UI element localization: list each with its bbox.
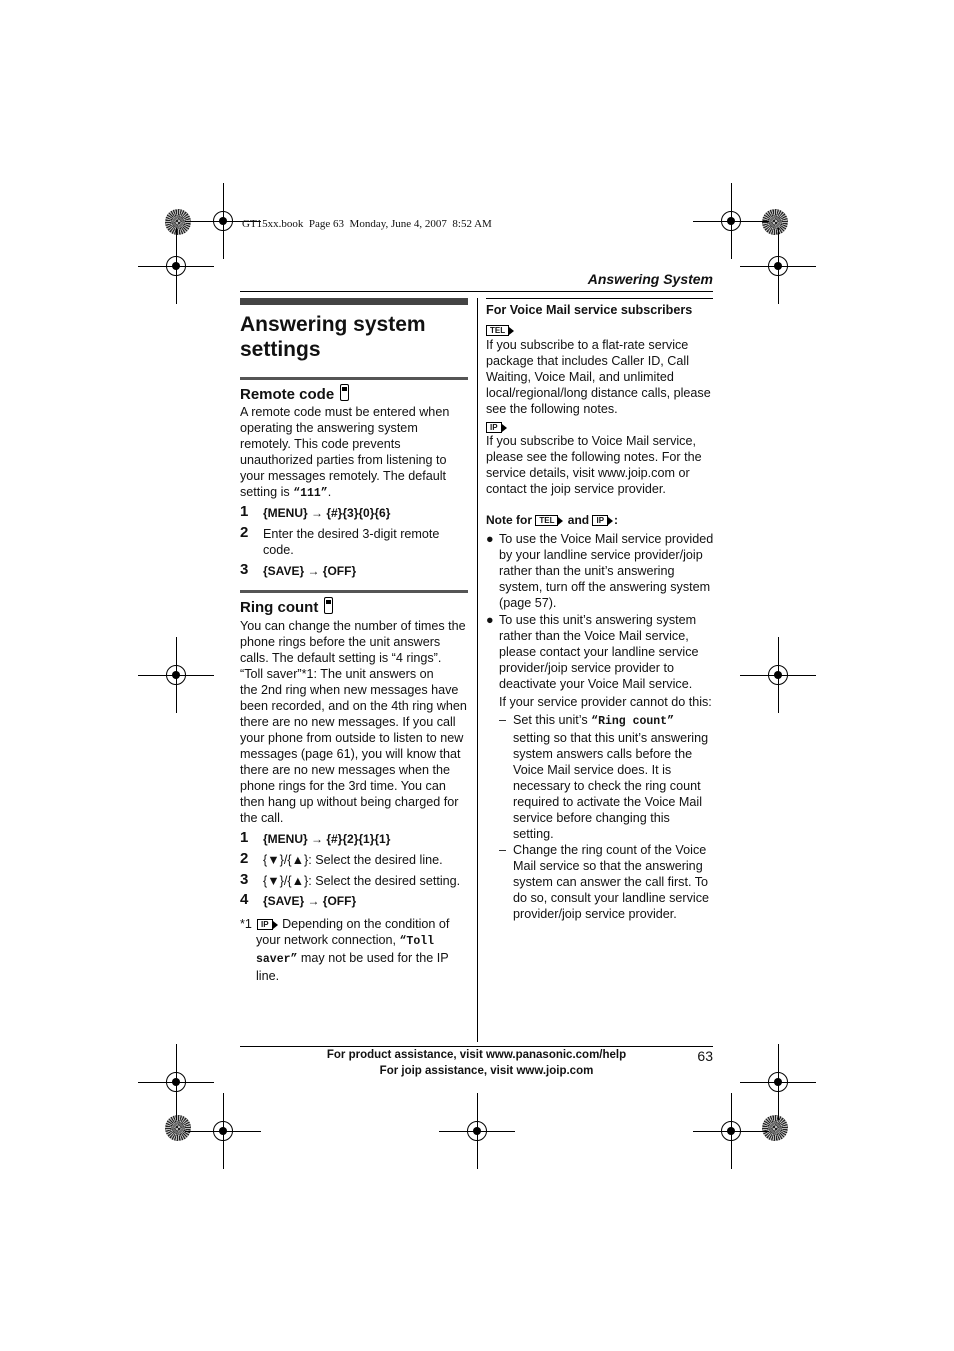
- footer-line-2: For joip assistance, visit www.joip.com: [379, 1065, 594, 1077]
- ring-count-paragraph: You can change the number of times the phone rings before the unit answers calls. The default setting is “4 rings”. “Toll saver”*1: The unit answers on the 2nd ring when new messages have been recorded, and on the 4th ring when there are no new messages. If you call your phone from outside to listen to new messages (page 61), you will know that there are no new messages when the phone rings for the 3rd time. You can then hang up without being charged for the call.: [240, 619, 467, 825]
- registration-star-mark-top-right: [762, 209, 788, 235]
- footer-rule: [240, 1046, 713, 1047]
- page-number: 63: [697, 1048, 713, 1064]
- registration-star-mark-bottom-right: [762, 1115, 788, 1141]
- note-bullet-2: ● To use this unit’s answering system rather than the Voice Mail service, please contact your landline service provider/joip service provider to deactivate your Voice Mail service.: [486, 613, 699, 691]
- note-bullet-1: ● To use the Voice Mail service provided by your landline service provider/joip rather than the unit’s answering system, turn off the answering system (page 57).: [486, 532, 714, 610]
- ip-badge: IP: [592, 515, 608, 526]
- ring-count-heading: Ring count: [240, 597, 333, 616]
- dash-item-2: – Change the ring count of the Voice Mail service so that the answering system can answer the call first. To do so, consult your landline service provider/joip service provider.: [499, 843, 710, 921]
- ip-badge: IP: [257, 919, 273, 930]
- tel-badge: TEL: [486, 325, 509, 336]
- column-divider: [477, 298, 478, 1042]
- page-title: Answering system settings: [240, 313, 426, 361]
- ip-badge: IP: [486, 422, 502, 433]
- ip-paragraph: If you subscribe to Voice Mail service, please see the following notes. For the service details, visit www.joip.com or contact the joip service provider.: [486, 434, 702, 496]
- print-header: GT15xx.book Page 63 Monday, June 4, 2007 8:52 AM: [242, 218, 492, 230]
- title-bar: [240, 298, 468, 305]
- tel-badge: TEL: [535, 515, 558, 526]
- remote-code-paragraph: A remote code must be entered when operating the answering system remotely. This code prevents unauthorized parties from listening to your messages remotely. The default setting is “111”.: [240, 405, 450, 500]
- running-head: Answering System: [587, 271, 713, 287]
- header-rule: [240, 291, 713, 292]
- section-rule: [240, 377, 468, 380]
- registration-star-mark-top-left: [165, 209, 191, 235]
- handset-icon: [340, 384, 349, 401]
- tel-paragraph: If you subscribe to a flat-rate service package that includes Caller ID, Call Waiting, Voice Mail, and unlimited local/regional/long distance calls, please see the following notes.: [486, 338, 711, 416]
- dash-item-1: – Set this unit’s “Ring count” setting so that this unit’s answering system answers calls before the Voice Mail service does. It is necessary to check the ring count required to activate the Voice Mail service before changing this setting.: [499, 713, 709, 841]
- handset-icon: [324, 597, 333, 614]
- voicemail-heading: For Voice Mail service subscribers: [486, 303, 693, 317]
- section-rule: [240, 590, 468, 593]
- footer-line-1: For product assistance, visit www.panasonic.com/help: [326, 1049, 627, 1061]
- remote-code-heading: Remote code: [240, 384, 349, 403]
- cannot-line: If your service provider cannot do this:: [499, 695, 712, 709]
- registration-star-mark-bottom-left: [165, 1115, 191, 1141]
- note-heading: Note for TEL and IP :: [486, 513, 619, 527]
- footnote: *1 IP Depending on the condition of your network connection, “Toll saver” may not be used for the IP line.: [240, 917, 450, 983]
- right-column-rule: [486, 298, 713, 299]
